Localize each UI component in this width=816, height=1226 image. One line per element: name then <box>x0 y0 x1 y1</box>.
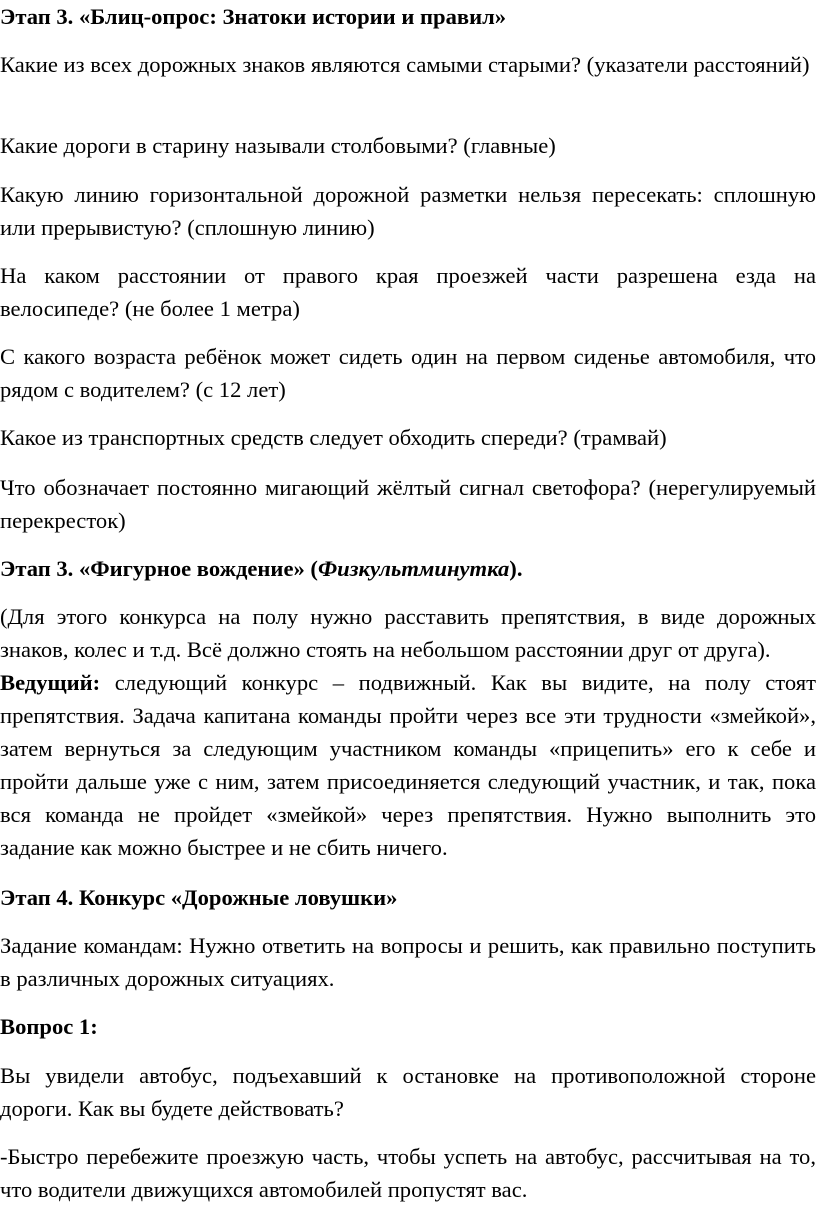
host-text: следующий конкурс – подвижный. Как вы видите, на полу стоят препятствия. Задача капитана команды пройти через все эти трудности «змейкой», затем вернуться за следующим участником команды «прицепить» его к себе и пройти дальше уже с ним, затем присоединяется следующий участник, и так, пока вся команда не пройдет «змейкой» через препятствия. Нужно выполнить это задание как можно быстрее и не сбить ничего. <box>0 670 816 860</box>
question-1-label: Вопрос 1: <box>0 1014 98 1039</box>
blitz-question-3: Какую линию горизонтальной дорожной разметки нельзя пересекать: сплошную или прерывистую? (сплошную линию) <box>0 182 816 240</box>
stage3-figure-heading-emphasis: Физкультминутка <box>317 556 510 581</box>
question-1-text: Вы увидели автобус, подъехавший к остановке на противоположной стороне дороги. Как вы будете действовать? <box>0 1063 816 1121</box>
stage3-figure-heading-start: Этап 3. «Фигурное вождение» ( <box>0 556 318 581</box>
stage4-heading: Этап 4. Конкурс «Дорожные ловушки» <box>0 885 398 910</box>
blitz-question-2: Какие дороги в старину называли столбовыми? (главные) <box>0 133 556 158</box>
stage3-figure-heading-end: ). <box>509 556 523 581</box>
stage3-blitz-heading: Этап 3. «Блиц-опрос: Знатоки истории и правил» <box>0 4 507 29</box>
blitz-question-1: Какие из всех дорожных знаков являются самыми старыми? (указатели расстояний) <box>0 52 810 77</box>
stage3-figure-setup: (Для этого конкурса на полу нужно расставить препятствия, в виде дорожных знаков, колес и т.д. Всё должно стоять на небольшом расстоянии друг от друга). <box>0 604 816 662</box>
blitz-question-4: На каком расстоянии от правого края проезжей части разрешена езда на велосипеде? (не более 1 метра) <box>0 263 816 321</box>
stage4-task: Задание командам: Нужно ответить на вопросы и решить, как правильно поступить в различных дорожных ситуациях. <box>0 933 816 991</box>
blitz-question-7: Что обозначает постоянно мигающий жёлтый сигнал светофора? (нерегулируемый перекресток) <box>0 475 816 533</box>
stage3-figure-heading <box>0 552 816 585</box>
blitz-question-5: С какого возраста ребёнок может сидеть один на первом сиденье автомобиля, что рядом с водителем? (с 12 лет) <box>0 344 816 402</box>
stage3-figure-host-paragraph <box>0 666 816 864</box>
blitz-question-6: Какое из транспортных средств следует обходить спереди? (трамвай) <box>0 425 667 450</box>
answer-option: -Быстро перебежите проезжую часть, чтобы успеть на автобус, рассчитывая на то, что водители движущихся автомобилей пропустят вас. <box>0 1144 816 1202</box>
host-label: Ведущий: <box>0 670 101 695</box>
